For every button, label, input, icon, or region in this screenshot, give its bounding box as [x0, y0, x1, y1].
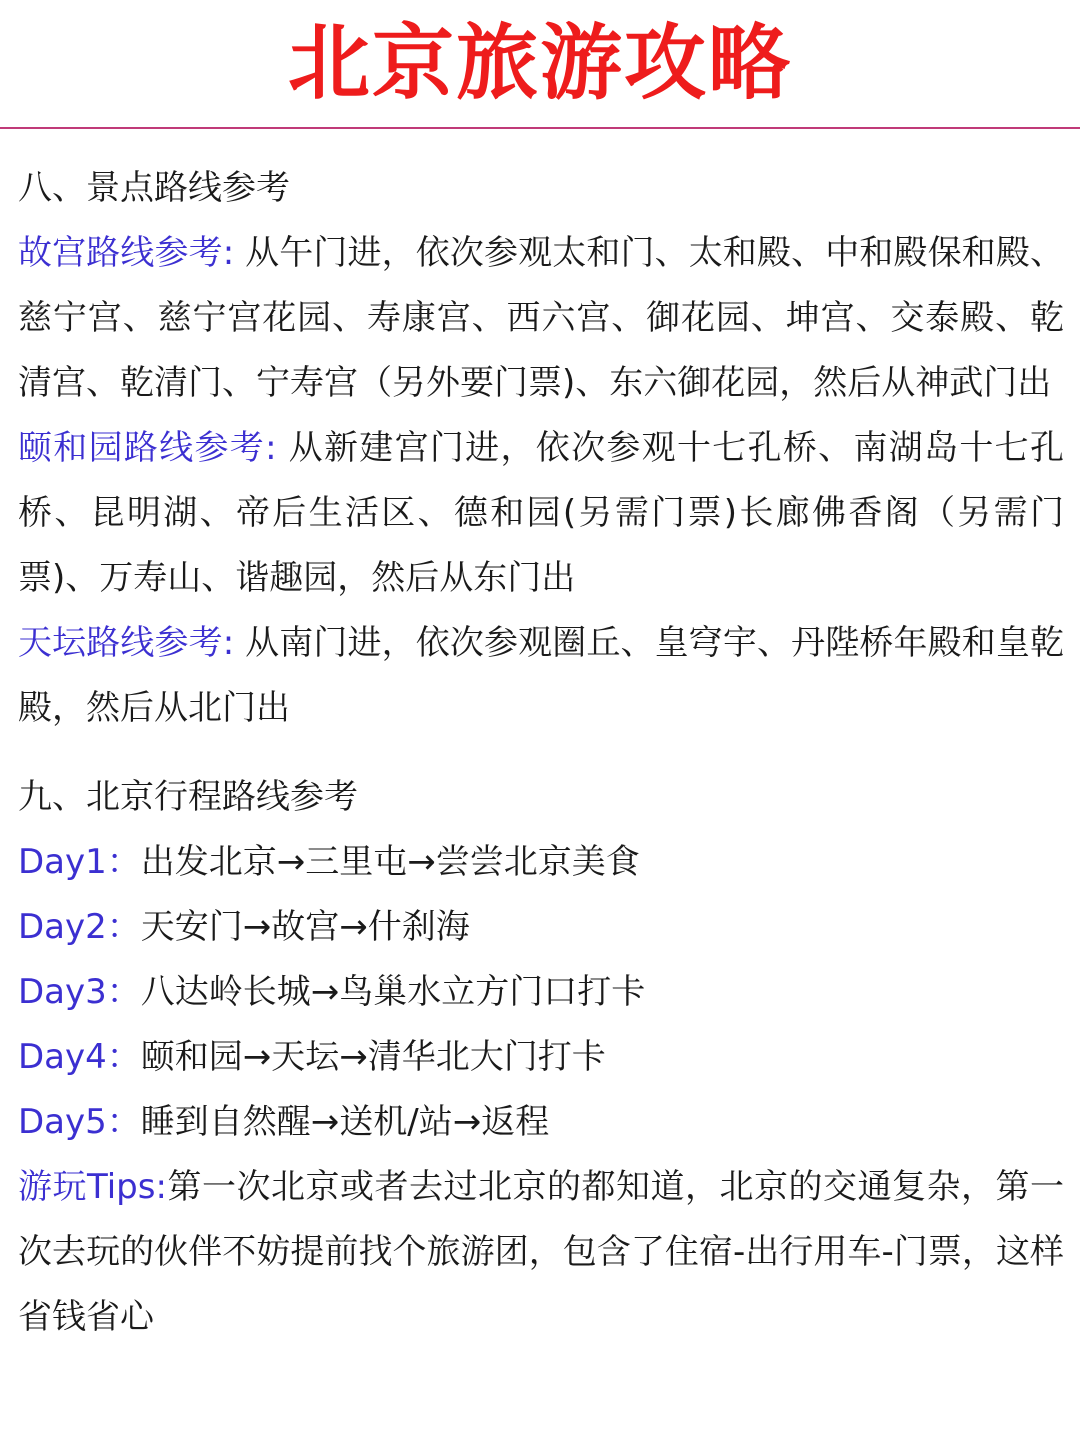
route-text: 从南门进，依次参观圈丘、皇穹宇、丹陛桥年殿和皇乾殿，然后从北门出 [18, 623, 1064, 728]
travel-tips [18, 1155, 1064, 1350]
day-label: Day3： [18, 972, 141, 1012]
tips-label: 游玩Tips: [18, 1167, 167, 1207]
day-label: Day4： [18, 1037, 141, 1077]
title-divider [0, 127, 1080, 129]
day-label: Day5： [18, 1102, 141, 1142]
day-text: 天安门→故宫→什刹海 [140, 907, 470, 947]
route-forbidden-city [18, 221, 1064, 416]
route-text: 从新建宫门进，依次参观十七孔桥、南湖岛十七孔桥、昆明湖、帝后生活区、德和园(另需门票)长廊佛香阁（另需门票)、万寿山、谐趣园，然后从东门出 [18, 428, 1064, 598]
day-label: Day1： [18, 842, 141, 882]
day-text: 颐和园→天坛→清华北大门打卡 [140, 1037, 606, 1077]
route-label: 颐和园路线参考: [18, 428, 277, 468]
page-title: 北京旅游攻略 [287, 16, 792, 111]
section-gap [18, 741, 1064, 765]
route-temple-of-heaven [18, 611, 1064, 741]
article-body [18, 156, 1064, 1350]
section-heading-itinerary: 九、北京行程路线参考 [18, 777, 358, 817]
itinerary-day-2 [18, 895, 1064, 960]
tips-text: 第一次北京或者去过北京的都知道，北京的交通复杂，第一次去玩的伙伴不妨提前找个旅游团，包含了住宿-出行用车-门票，这样省钱省心 [18, 1167, 1065, 1337]
route-label: 天坛路线参考: [18, 623, 235, 663]
itinerary-day-3 [18, 960, 1064, 1025]
route-summer-palace [18, 416, 1064, 611]
section-heading-routes: 八、景点路线参考 [18, 168, 290, 208]
day-text: 八达岭长城→鸟巢水立方门口打卡 [140, 972, 646, 1012]
route-text: 从午门进，依次参观太和门、太和殿、中和殿保和殿、慈宁宫、慈宁宫花园、寿康宫、西六宫、御花园、坤宫、交泰殿、乾清宫、乾清门、宁寿宫（另外要门票)、东六御花园，然后从神武门出 [18, 233, 1064, 403]
itinerary-day-4 [18, 1025, 1064, 1090]
day-text: 出发北京→三里屯→尝尝北京美食 [140, 842, 640, 882]
day-label: Day2： [18, 907, 141, 947]
itinerary-day-1 [18, 830, 1064, 895]
day-text: 睡到自然醒→送机/站→返程 [140, 1102, 550, 1142]
route-label: 故宫路线参考: [18, 233, 235, 273]
itinerary-day-5 [18, 1090, 1064, 1155]
